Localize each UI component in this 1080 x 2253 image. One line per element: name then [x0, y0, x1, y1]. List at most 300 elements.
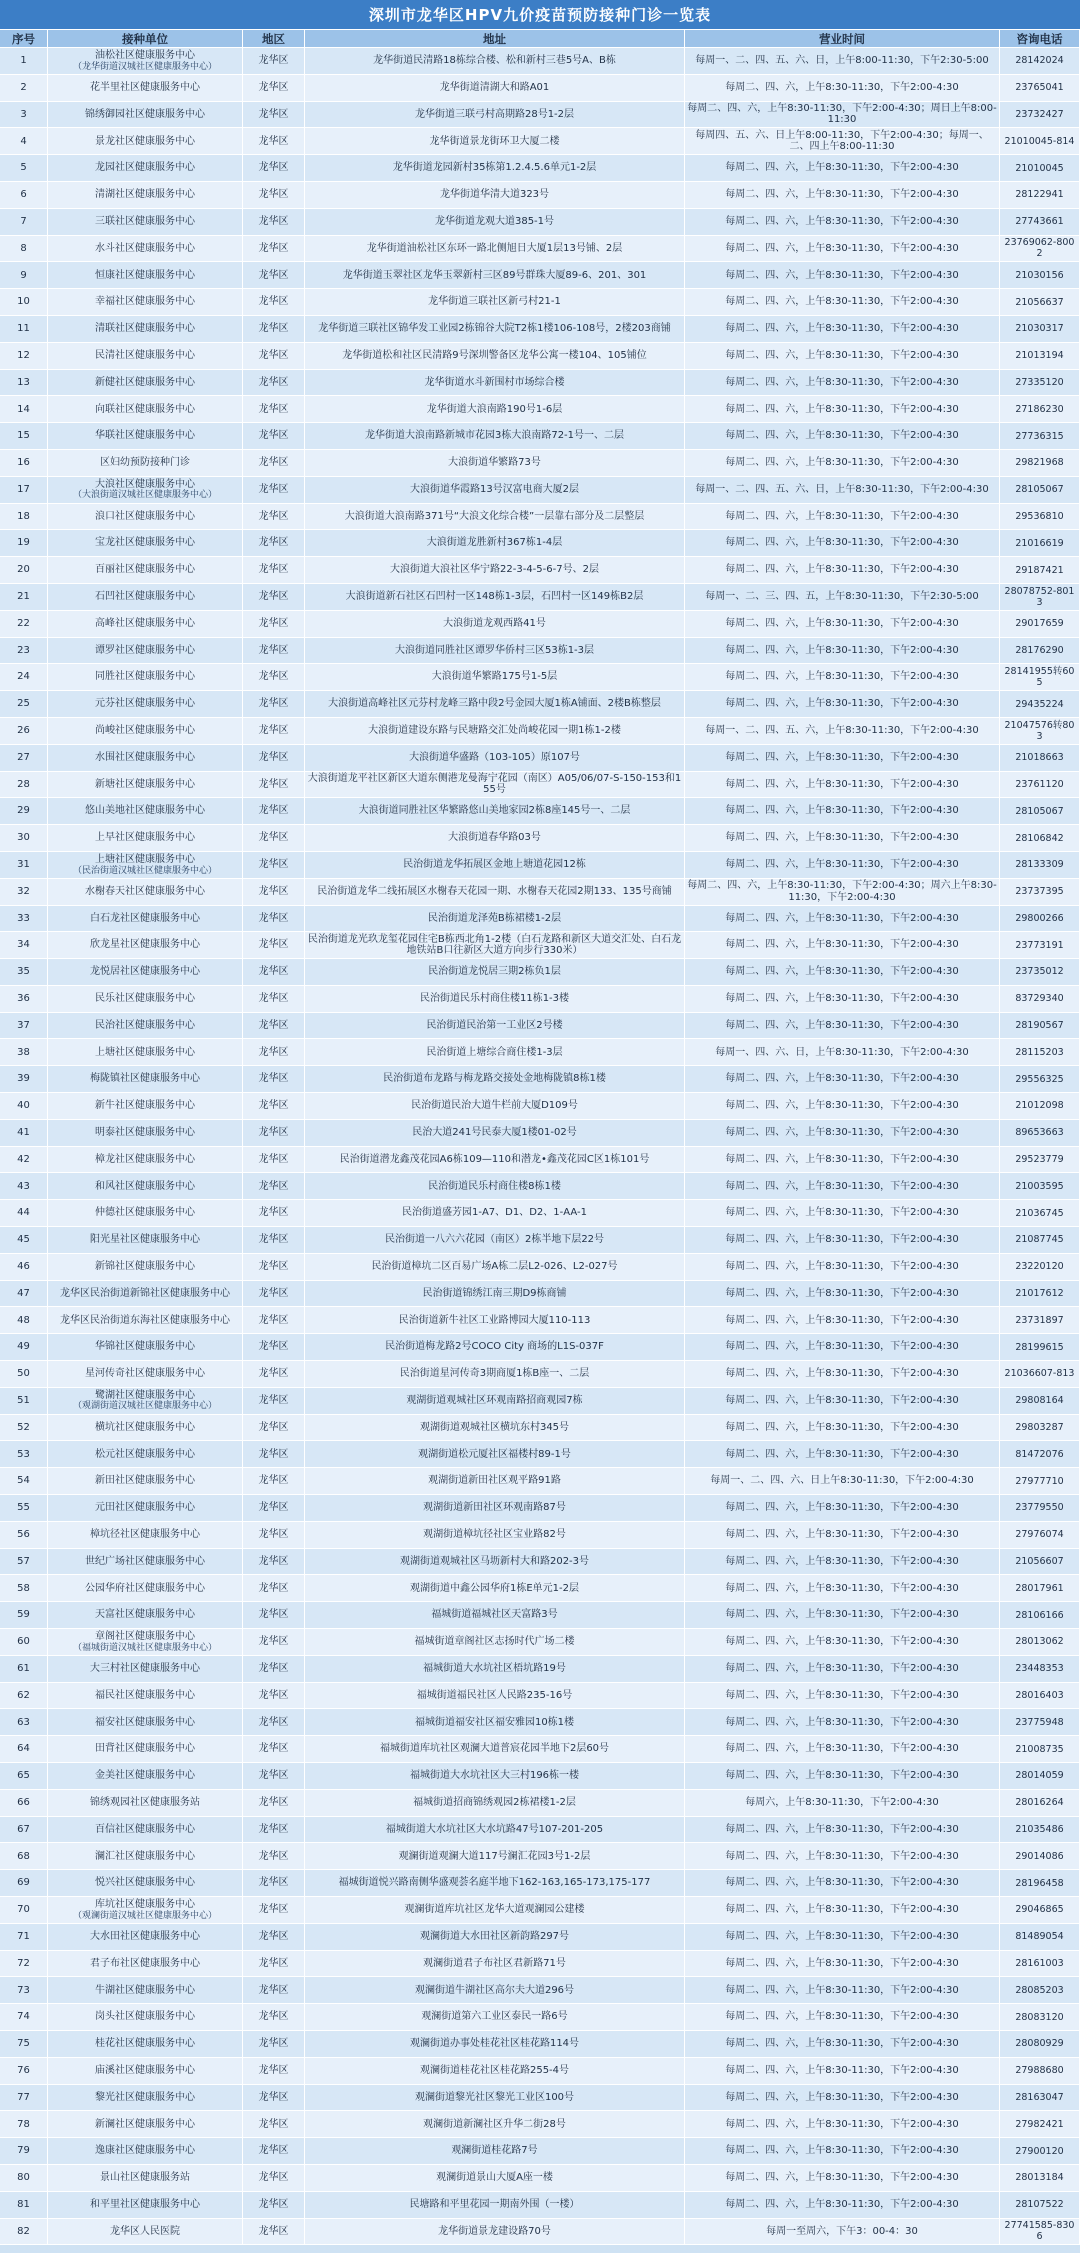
cell-district: 龙华区 [243, 2192, 305, 2219]
cell-index: 52 [0, 1415, 48, 1442]
cell-district: 龙华区 [243, 1977, 305, 2004]
cell-hours: 每周二、四、六，上午8:30-11:30，下午2:00-4:30 [685, 530, 1000, 557]
cell-district: 龙华区 [243, 557, 305, 584]
cell-hours: 每周二、四、六，上午8:30-11:30，下午2:00-4:30 [685, 450, 1000, 477]
cell-district: 龙华区 [243, 1441, 305, 1468]
cell-hours: 每周四、五、六、日上午8:00-11:30，下午2:00-4:30；每周一、二、四上午8:00-11:30 [685, 128, 1000, 155]
cell-phone: 29808164 [1000, 1388, 1080, 1415]
cell-index: 24 [0, 664, 48, 691]
cell-phone: 28016264 [1000, 1790, 1080, 1817]
cell-address: 观澜街道君子布社区君新路71号 [305, 1951, 685, 1978]
cell-phone: 28176290 [1000, 638, 1080, 665]
cell-index: 46 [0, 1254, 48, 1281]
cell-hours: 每周一、四、六、日，上午8:30-11:30，下午2:00-4:30 [685, 1039, 1000, 1066]
cell-phone: 27743661 [1000, 209, 1080, 236]
cell-index: 50 [0, 1361, 48, 1388]
cell-hours: 每周二、四、六，上午8:30-11:30，下午2:00-4:30 [685, 1093, 1000, 1120]
cell-district: 龙华区 [243, 879, 305, 906]
cell-district: 龙华区 [243, 1468, 305, 1495]
cell-unit [48, 1629, 243, 1656]
cell-unit: 福安社区健康服务中心 [48, 1709, 243, 1736]
cell-hours: 每周二、四、六，上午8:30-11:30，下午2:00-4:30 [685, 1173, 1000, 1200]
cell-address: 民治街道新牛社区工业路博园大厦110-113 [305, 1307, 685, 1334]
cell-hours: 每周二、四、六，上午8:30-11:30，下午2:00-4:30 [685, 959, 1000, 986]
cell-index: 44 [0, 1200, 48, 1227]
cell-address: 大浪街道龙平社区新区大道东侧港龙曼海宁花园（南区）A05/06/07-S-150-153和155号 [305, 772, 685, 799]
cell-hours: 每周二、四、六，上午8:30-11:30，下午2:00-4:30 [685, 1924, 1000, 1951]
cell-district: 龙华区 [243, 2111, 305, 2138]
cell-district: 龙华区 [243, 1629, 305, 1656]
cell-hours: 每周二、四、六，上午8:30-11:30，下午2:00-4:30 [685, 1602, 1000, 1629]
cell-address: 观澜街道牛湖社区高尔夫大道296号 [305, 1977, 685, 2004]
cell-phone: 89653663 [1000, 1120, 1080, 1147]
cell-hours: 每周二、四、六，上午8:30-11:30，下午2:00-4:30 [685, 1549, 1000, 1576]
cell-phone: 28016403 [1000, 1683, 1080, 1710]
cell-address: 民治街道龙华二线拓展区水榭春天花园一期、水榭春天花园2期133、135号商铺 [305, 879, 685, 906]
cell-index: 25 [0, 691, 48, 718]
cell-phone: 28083120 [1000, 2004, 1080, 2031]
cell-index: 26 [0, 718, 48, 745]
cell-index: 5 [0, 155, 48, 182]
cell-district: 龙华区 [243, 1039, 305, 1066]
cell-phone: 23769062-8002 [1000, 236, 1080, 263]
cell-hours: 每周二、四、六，上午8:30-11:30，下午2:00-4:30 [685, 1495, 1000, 1522]
cell-district: 龙华区 [243, 584, 305, 611]
cell-index: 71 [0, 1924, 48, 1951]
cell-district: 龙华区 [243, 825, 305, 852]
cell-address: 福城街道大水坑社区梧坑路19号 [305, 1656, 685, 1683]
cell-unit: 新塘社区健康服务中心 [48, 772, 243, 799]
cell-district: 龙华区 [243, 102, 305, 129]
cell-index: 69 [0, 1870, 48, 1897]
cell-district: 龙华区 [243, 128, 305, 155]
cell-hours: 每周二、四、六，上午8:30-11:30，下午2:00-4:30 [685, 772, 1000, 799]
cell-unit: 欣龙星社区健康服务中心 [48, 932, 243, 959]
cell-district: 龙华区 [243, 1013, 305, 1040]
cell-hours: 每周二、四、六，上午8:30-11:30，下午2:00-4:30 [685, 1066, 1000, 1093]
cell-hours: 每周二、四、六，上午8:30-11:30，下午2:00-4:30 [685, 1843, 1000, 1870]
cell-address: 福城街道章阁社区志扬时代广场二楼 [305, 1629, 685, 1656]
cell-unit: 向联社区健康服务中心 [48, 396, 243, 423]
cell-address: 大浪街道大浪南路371号“大浪文化综合楼”一层靠右部分及二层整层 [305, 504, 685, 531]
cell-district: 龙华区 [243, 932, 305, 959]
cell-index: 66 [0, 1790, 48, 1817]
cell-district: 龙华区 [243, 2031, 305, 2058]
cell-district: 龙华区 [243, 1173, 305, 1200]
cell-index: 81 [0, 2192, 48, 2219]
cell-index: 4 [0, 128, 48, 155]
cell-district: 龙华区 [243, 691, 305, 718]
cell-hours: 每周二、四、六，上午8:30-11:30，下午2:00-4:30 [685, 2004, 1000, 2031]
cell-index: 9 [0, 262, 48, 289]
cell-unit: 逸康社区健康服务中心 [48, 2138, 243, 2165]
cell-hours: 每周二、四、六，上午8:30-11:30，下午2:00-4:30 [685, 1522, 1000, 1549]
cell-unit: 金美社区健康服务中心 [48, 1763, 243, 1790]
cell-unit: 世纪广场社区健康服务中心 [48, 1549, 243, 1576]
cell-district: 龙华区 [243, 986, 305, 1013]
cell-unit: 石凹社区健康服务中心 [48, 584, 243, 611]
cell-hours: 每周二、四、六，上午8:30-11:30，下午2:00-4:30 [685, 75, 1000, 102]
cell-hours: 每周二、四、六，上午8:30-11:30，下午2:00-4:30 [685, 611, 1000, 638]
cell-district: 龙华区 [243, 1683, 305, 1710]
cell-district: 龙华区 [243, 1602, 305, 1629]
cell-address: 观澜街道大水田社区新韵路297号 [305, 1924, 685, 1951]
cell-phone: 21030156 [1000, 262, 1080, 289]
cell-unit: 大水田社区健康服务中心 [48, 1924, 243, 1951]
cell-hours: 每周二、四、六，上午8:30-11:30，下午2:00-4:30 [685, 638, 1000, 665]
cell-phone: 29014086 [1000, 1843, 1080, 1870]
cell-address: 观湖街道新田社区观平路91路 [305, 1468, 685, 1495]
cell-index: 76 [0, 2058, 48, 2085]
cell-district: 龙华区 [243, 1334, 305, 1361]
cell-index: 54 [0, 1468, 48, 1495]
cell-index: 28 [0, 772, 48, 799]
cell-index: 37 [0, 1013, 48, 1040]
cell-address: 大浪街道高峰社区元芬村龙峰三路中段2号金园大厦1栋A铺面、2楼B栋整层 [305, 691, 685, 718]
cell-address: 民治大道241号民泰大厦1楼01-02号 [305, 1120, 685, 1147]
cell-address: 观澜街道景山大厦A座一楼 [305, 2165, 685, 2192]
cell-address: 民治街道龙光玖龙玺花园住宅B栋西北角1-2楼（白石龙路和新区大道交汇处、白石龙地铁站B口往新区大道方向步行330米） [305, 932, 685, 959]
cell-phone: 28013062 [1000, 1629, 1080, 1656]
cell-unit: 樟龙社区健康服务中心 [48, 1147, 243, 1174]
cell-index: 55 [0, 1495, 48, 1522]
cell-index: 75 [0, 2031, 48, 2058]
cell-hours: 每周二、四、六，上午8:30-11:30，下午2:00-4:30 [685, 1441, 1000, 1468]
cell-phone: 83729340 [1000, 986, 1080, 1013]
cell-unit: 清湖社区健康服务中心 [48, 182, 243, 209]
unit-alias: （福城街道汉城社区健康服务中心） [72, 1642, 217, 1653]
cell-hours: 每周二、四、六，上午8:30-11:30，下午2:00-4:30 [685, 691, 1000, 718]
cell-address: 观湖街道新田社区环观南路87号 [305, 1495, 685, 1522]
cell-unit: 明泰社区健康服务中心 [48, 1120, 243, 1147]
cell-unit: 元田社区健康服务中心 [48, 1495, 243, 1522]
cell-phone: 28106842 [1000, 825, 1080, 852]
cell-index: 2 [0, 75, 48, 102]
cell-address: 龙华街道三联弓村高期路28号1-2层 [305, 102, 685, 129]
cell-index: 72 [0, 1951, 48, 1978]
cell-phone: 21087745 [1000, 1227, 1080, 1254]
cell-unit [48, 477, 243, 504]
cell-address: 民治街道民乐村商住楼11栋1-3楼 [305, 986, 685, 1013]
cell-phone: 23737395 [1000, 879, 1080, 906]
cell-unit: 白石龙社区健康服务中心 [48, 906, 243, 933]
cell-unit: 元芬社区健康服务中心 [48, 691, 243, 718]
cell-unit: 百信社区健康服务中心 [48, 1817, 243, 1844]
cell-district: 龙华区 [243, 396, 305, 423]
cell-district: 龙华区 [243, 289, 305, 316]
cell-index: 35 [0, 959, 48, 986]
cell-address: 观澜街道观澜大道117号澜汇花园3号1-2层 [305, 1843, 685, 1870]
cell-district: 龙华区 [243, 155, 305, 182]
cell-unit: 龙园社区健康服务中心 [48, 155, 243, 182]
cell-address: 龙华街道油松社区东环一路北侧旭日大厦1层13号铺、2层 [305, 236, 685, 263]
cell-hours: 每周二、四、六，上午8:30-11:30，下午2:00-4:30 [685, 1763, 1000, 1790]
cell-district: 龙华区 [243, 718, 305, 745]
cell-district: 龙华区 [243, 48, 305, 75]
cell-district: 龙华区 [243, 1790, 305, 1817]
cell-phone: 28142024 [1000, 48, 1080, 75]
cell-address: 观湖街道观城社区环观南路招商观园7栋 [305, 1388, 685, 1415]
unit-name: 上塘社区健康服务中心 [95, 854, 195, 866]
cell-address: 大浪街道同胜社区华繁路悠山美地家园2栋8座145号一、二层 [305, 798, 685, 825]
cell-hours: 每周二、四、六，上午8:30-11:30，下午2:00-4:30 [685, 1709, 1000, 1736]
cell-district: 龙华区 [243, 798, 305, 825]
cell-hours: 每周二、四、六，上午8:30-11:30，下午2:00-4:30 [685, 1415, 1000, 1442]
cell-index: 47 [0, 1281, 48, 1308]
cell-phone: 27736315 [1000, 423, 1080, 450]
cell-address: 民治街道锦绣江南三期D9栋商铺 [305, 1281, 685, 1308]
cell-unit: 民乐社区健康服务中心 [48, 986, 243, 1013]
cell-district: 龙华区 [243, 1200, 305, 1227]
cell-unit [48, 1897, 243, 1924]
cell-phone: 21036607-813 [1000, 1361, 1080, 1388]
cell-unit: 阳光星社区健康服务中心 [48, 1227, 243, 1254]
cell-phone: 29046865 [1000, 1897, 1080, 1924]
cell-hours: 每周一至周六，下午3：00-4：30 [685, 2219, 1000, 2246]
cell-district: 龙华区 [243, 450, 305, 477]
cell-unit: 尚峻社区健康服务中心 [48, 718, 243, 745]
cell-phone: 21030317 [1000, 316, 1080, 343]
cell-unit: 上塘社区健康服务中心 [48, 1039, 243, 1066]
cell-phone: 28161003 [1000, 1951, 1080, 1978]
cell-unit: 水榭春天社区健康服务中心 [48, 879, 243, 906]
cell-phone: 29536810 [1000, 504, 1080, 531]
cell-district: 龙华区 [243, 2085, 305, 2112]
header-phone: 咨询电话 [1000, 30, 1080, 48]
cell-address: 龙华街道龙观大道385-1号 [305, 209, 685, 236]
cell-hours: 每周二、四、六，上午8:30-11:30，下午2:00-4:30 [685, 1013, 1000, 1040]
cell-unit: 华联社区健康服务中心 [48, 423, 243, 450]
cell-hours: 每周二、四、六，上午8:30-11:30，下午2:00-4:30 [685, 396, 1000, 423]
cell-district: 龙华区 [243, 236, 305, 263]
cell-hours: 每周二、四、六，上午8:30-11:30，下午2:00-4:30 [685, 1656, 1000, 1683]
cell-hours: 每周二、四、六，上午8:30-11:30，下午2:00-4:30 [685, 664, 1000, 691]
cell-address: 龙华街道三联社区锦华发工业园2栋锦谷大院T2栋1楼106-108号，2楼203商铺 [305, 316, 685, 343]
cell-district: 龙华区 [243, 1227, 305, 1254]
cell-district: 龙华区 [243, 1656, 305, 1683]
cell-hours: 每周二、四、六，上午8:30-11:30，下午2:00-4:30；周六上午8:30-11:30，下午2:00-4:30 [685, 879, 1000, 906]
cell-index: 14 [0, 396, 48, 423]
cell-unit: 同胜社区健康服务中心 [48, 664, 243, 691]
cell-index: 67 [0, 1817, 48, 1844]
cell-unit: 清联社区健康服务中心 [48, 316, 243, 343]
cell-index: 73 [0, 1977, 48, 2004]
cell-unit: 庙溪社区健康服务中心 [48, 2058, 243, 2085]
cell-address: 民治街道民治第一工业区2号楼 [305, 1013, 685, 1040]
cell-index: 34 [0, 932, 48, 959]
cell-unit: 悠山美地社区健康服务中心 [48, 798, 243, 825]
cell-phone: 28196458 [1000, 1870, 1080, 1897]
cell-phone: 27186230 [1000, 396, 1080, 423]
cell-district: 龙华区 [243, 1709, 305, 1736]
cell-address: 观澜街道黎光社区黎光工业区100号 [305, 2085, 685, 2112]
cell-phone: 21016619 [1000, 530, 1080, 557]
cell-unit: 天富社区健康服务中心 [48, 1602, 243, 1629]
cell-unit: 福民社区健康服务中心 [48, 1683, 243, 1710]
cell-address: 民治街道龙泽苑B栋裙楼1-2层 [305, 906, 685, 933]
cell-hours: 每周二、四、六，上午8:30-11:30，下午2:00-4:30 [685, 1870, 1000, 1897]
cell-address: 龙华街道景龙建设路70号 [305, 2219, 685, 2246]
cell-district: 龙华区 [243, 664, 305, 691]
cell-phone: 29800266 [1000, 906, 1080, 933]
cell-district: 龙华区 [243, 745, 305, 772]
cell-index: 77 [0, 2085, 48, 2112]
cell-unit: 黎光社区健康服务中心 [48, 2085, 243, 2112]
cell-address: 龙华街道华清大道323号 [305, 182, 685, 209]
cell-address: 民治街道一八六六花园（南区）2栋半地下层22号 [305, 1227, 685, 1254]
unit-alias: （龙华街道汉城社区健康服务中心） [72, 61, 217, 72]
cell-district: 龙华区 [243, 1763, 305, 1790]
cell-district: 龙华区 [243, 1736, 305, 1763]
unit-name: 章阁社区健康服务中心 [95, 1631, 195, 1643]
cell-unit: 新田社区健康服务中心 [48, 1468, 243, 1495]
cell-address: 民治街道龙悦居三期2栋负1层 [305, 959, 685, 986]
cell-index: 59 [0, 1602, 48, 1629]
cell-index: 63 [0, 1709, 48, 1736]
cell-index: 58 [0, 1575, 48, 1602]
cell-hours: 每周二、四、六，上午8:30-11:30，下午2:00-4:30 [685, 2085, 1000, 2112]
cell-index: 61 [0, 1656, 48, 1683]
cell-hours: 每周二、四、六，上午8:30-11:30，下午2:00-4:30 [685, 557, 1000, 584]
cell-index: 65 [0, 1763, 48, 1790]
cell-phone: 23448353 [1000, 1656, 1080, 1683]
cell-phone: 28133309 [1000, 852, 1080, 879]
cell-unit: 三联社区健康服务中心 [48, 209, 243, 236]
cell-unit: 上早社区健康服务中心 [48, 825, 243, 852]
cell-unit: 新牛社区健康服务中心 [48, 1093, 243, 1120]
cell-index: 74 [0, 2004, 48, 2031]
cell-unit: 梅陇镇社区健康服务中心 [48, 1066, 243, 1093]
cell-phone: 28141955转605 [1000, 664, 1080, 691]
cell-unit: 浪口社区健康服务中心 [48, 504, 243, 531]
cell-phone: 21036745 [1000, 1200, 1080, 1227]
cell-address: 大浪街道龙胜新村367栋1-4层 [305, 530, 685, 557]
cell-unit: 幸福社区健康服务中心 [48, 289, 243, 316]
cell-phone: 28085203 [1000, 1977, 1080, 2004]
cell-hours: 每周二、四、六，上午8:30-11:30，下午2:00-4:30 [685, 236, 1000, 263]
cell-index: 11 [0, 316, 48, 343]
cell-district: 龙华区 [243, 1120, 305, 1147]
cell-unit: 百丽社区健康服务中心 [48, 557, 243, 584]
cell-phone: 29435224 [1000, 691, 1080, 718]
cell-hours: 每周二、四、六，上午8:30-11:30，下午2:00-4:30 [685, 1388, 1000, 1415]
cell-hours: 每周二、四、六，上午8:30-11:30，下午2:00-4:30 [685, 262, 1000, 289]
cell-unit: 宝龙社区健康服务中心 [48, 530, 243, 557]
unit-alias: （观澜街道汉城社区健康服务中心） [72, 1910, 217, 1921]
cell-address: 大浪街道新石社区石凹村一区148栋1-3层，石凹村一区149栋B2层 [305, 584, 685, 611]
cell-unit: 花半里社区健康服务中心 [48, 75, 243, 102]
cell-district: 龙华区 [243, 611, 305, 638]
cell-hours: 每周二、四、六，上午8:30-11:30，下午2:00-4:30 [685, 2031, 1000, 2058]
cell-phone: 23761120 [1000, 772, 1080, 799]
cell-hours: 每周二、四、六，上午8:30-11:30，下午2:00-4:30 [685, 1334, 1000, 1361]
cell-address: 观澜街道桂花社区桂花路255-4号 [305, 2058, 685, 2085]
cell-district: 龙华区 [243, 1951, 305, 1978]
cell-address: 龙华街道三联社区新弓村21-1 [305, 289, 685, 316]
cell-phone: 29523779 [1000, 1147, 1080, 1174]
cell-index: 12 [0, 343, 48, 370]
cell-unit: 新锦社区健康服务中心 [48, 1254, 243, 1281]
cell-unit: 谭罗社区健康服务中心 [48, 638, 243, 665]
cell-address: 民治街道民治大道牛栏前大厦D109号 [305, 1093, 685, 1120]
cell-phone: 21035486 [1000, 1817, 1080, 1844]
cell-hours: 每周二、四、六，上午8:30-11:30，下午2:00-4:30 [685, 986, 1000, 1013]
cell-district: 龙华区 [243, 423, 305, 450]
cell-district: 龙华区 [243, 316, 305, 343]
cell-address: 福城街道福安社区福安雅园10栋1楼 [305, 1709, 685, 1736]
cell-district: 龙华区 [243, 2165, 305, 2192]
cell-hours: 每周二、四、六，上午8:30-11:30，下午2:00-4:30 [685, 316, 1000, 343]
cell-phone: 28078752-8013 [1000, 584, 1080, 611]
unit-name: 大浪社区健康服务中心 [95, 478, 195, 490]
cell-phone: 23220120 [1000, 1254, 1080, 1281]
cell-address: 福城街道大水坑社区大三村196栋一楼 [305, 1763, 685, 1790]
cell-address: 龙华街道水斗新围村市场综合楼 [305, 370, 685, 397]
cell-index: 18 [0, 504, 48, 531]
cell-index: 78 [0, 2111, 48, 2138]
cell-index: 53 [0, 1441, 48, 1468]
cell-index: 79 [0, 2138, 48, 2165]
cell-index: 49 [0, 1334, 48, 1361]
cell-index: 22 [0, 611, 48, 638]
cell-hours: 每周二、四、六，上午8:30-11:30，下午2:00-4:30 [685, 932, 1000, 959]
cell-hours: 每周二、四、六，上午8:30-11:30，下午2:00-4:30 [685, 343, 1000, 370]
cell-unit: 君子布社区健康服务中心 [48, 1951, 243, 1978]
cell-hours: 每周二、四、六，上午8:30-11:30，下午2:00-4:30 [685, 852, 1000, 879]
cell-hours: 每周二、四、六，上午8:30-11:30，下午2:00-4:30 [685, 2192, 1000, 2219]
cell-hours: 每周一、二、四、五、六、日，上午8:30-11:30，下午2:00-4:30 [685, 477, 1000, 504]
cell-district: 龙华区 [243, 1549, 305, 1576]
cell-hours: 每周二、四、六，上午8:30-11:30，下午2:00-4:30 [685, 1977, 1000, 2004]
cell-address: 观湖街道观城社区马坜新村大和路202-3号 [305, 1549, 685, 1576]
unit-alias: （观湖街道汉城社区健康服务中心） [72, 1401, 217, 1412]
cell-unit [48, 48, 243, 75]
cell-address: 观湖街道樟坑径社区宝业路82号 [305, 1522, 685, 1549]
cell-hours: 每周二、四、六，上午8:30-11:30，下午2:00-4:30 [685, 1200, 1000, 1227]
cell-index: 1 [0, 48, 48, 75]
cell-hours: 每周一、二、四、五、六、日，上午8:00-11:30，下午2:30-5:00 [685, 48, 1000, 75]
cell-index: 57 [0, 1549, 48, 1576]
cell-unit: 华锦社区健康服务中心 [48, 1334, 243, 1361]
cell-district: 龙华区 [243, 2058, 305, 2085]
cell-index: 56 [0, 1522, 48, 1549]
cell-unit: 锦绣观园社区健康服务站 [48, 1790, 243, 1817]
cell-district: 龙华区 [243, 638, 305, 665]
cell-phone: 27900120 [1000, 2138, 1080, 2165]
cell-unit: 龙华区人民医院 [48, 2219, 243, 2246]
cell-unit: 和风社区健康服务中心 [48, 1173, 243, 1200]
cell-district: 龙华区 [243, 1522, 305, 1549]
cell-index: 21 [0, 584, 48, 611]
header-address: 地址 [305, 30, 685, 48]
cell-hours: 每周二、四、六，上午8:30-11:30，下午2:00-4:30 [685, 2111, 1000, 2138]
cell-hours: 每周二、四、六，上午8:30-11:30，下午2:00-4:30 [685, 1254, 1000, 1281]
cell-unit: 龙华区民治街道东海社区健康服务中心 [48, 1307, 243, 1334]
cell-index: 3 [0, 102, 48, 129]
cell-hours: 每周二、四、六，上午8:30-11:30，下午2:00-4:30 [685, 370, 1000, 397]
cell-address: 福城街道福城社区天富路3号 [305, 1602, 685, 1629]
cell-district: 龙华区 [243, 1870, 305, 1897]
cell-district: 龙华区 [243, 1307, 305, 1334]
cell-unit [48, 1388, 243, 1415]
cell-index: 48 [0, 1307, 48, 1334]
cell-address: 大浪街道龙观西路41号 [305, 611, 685, 638]
cell-hours: 每周二、四、六，上午8:30-11:30，下午2:00-4:30 [685, 1307, 1000, 1334]
cell-index: 38 [0, 1039, 48, 1066]
cell-hours: 每周二、四、六，上午8:30-11:30，下午2:00-4:30 [685, 1281, 1000, 1308]
cell-district: 龙华区 [243, 772, 305, 799]
clinic-table [0, 30, 1080, 2245]
